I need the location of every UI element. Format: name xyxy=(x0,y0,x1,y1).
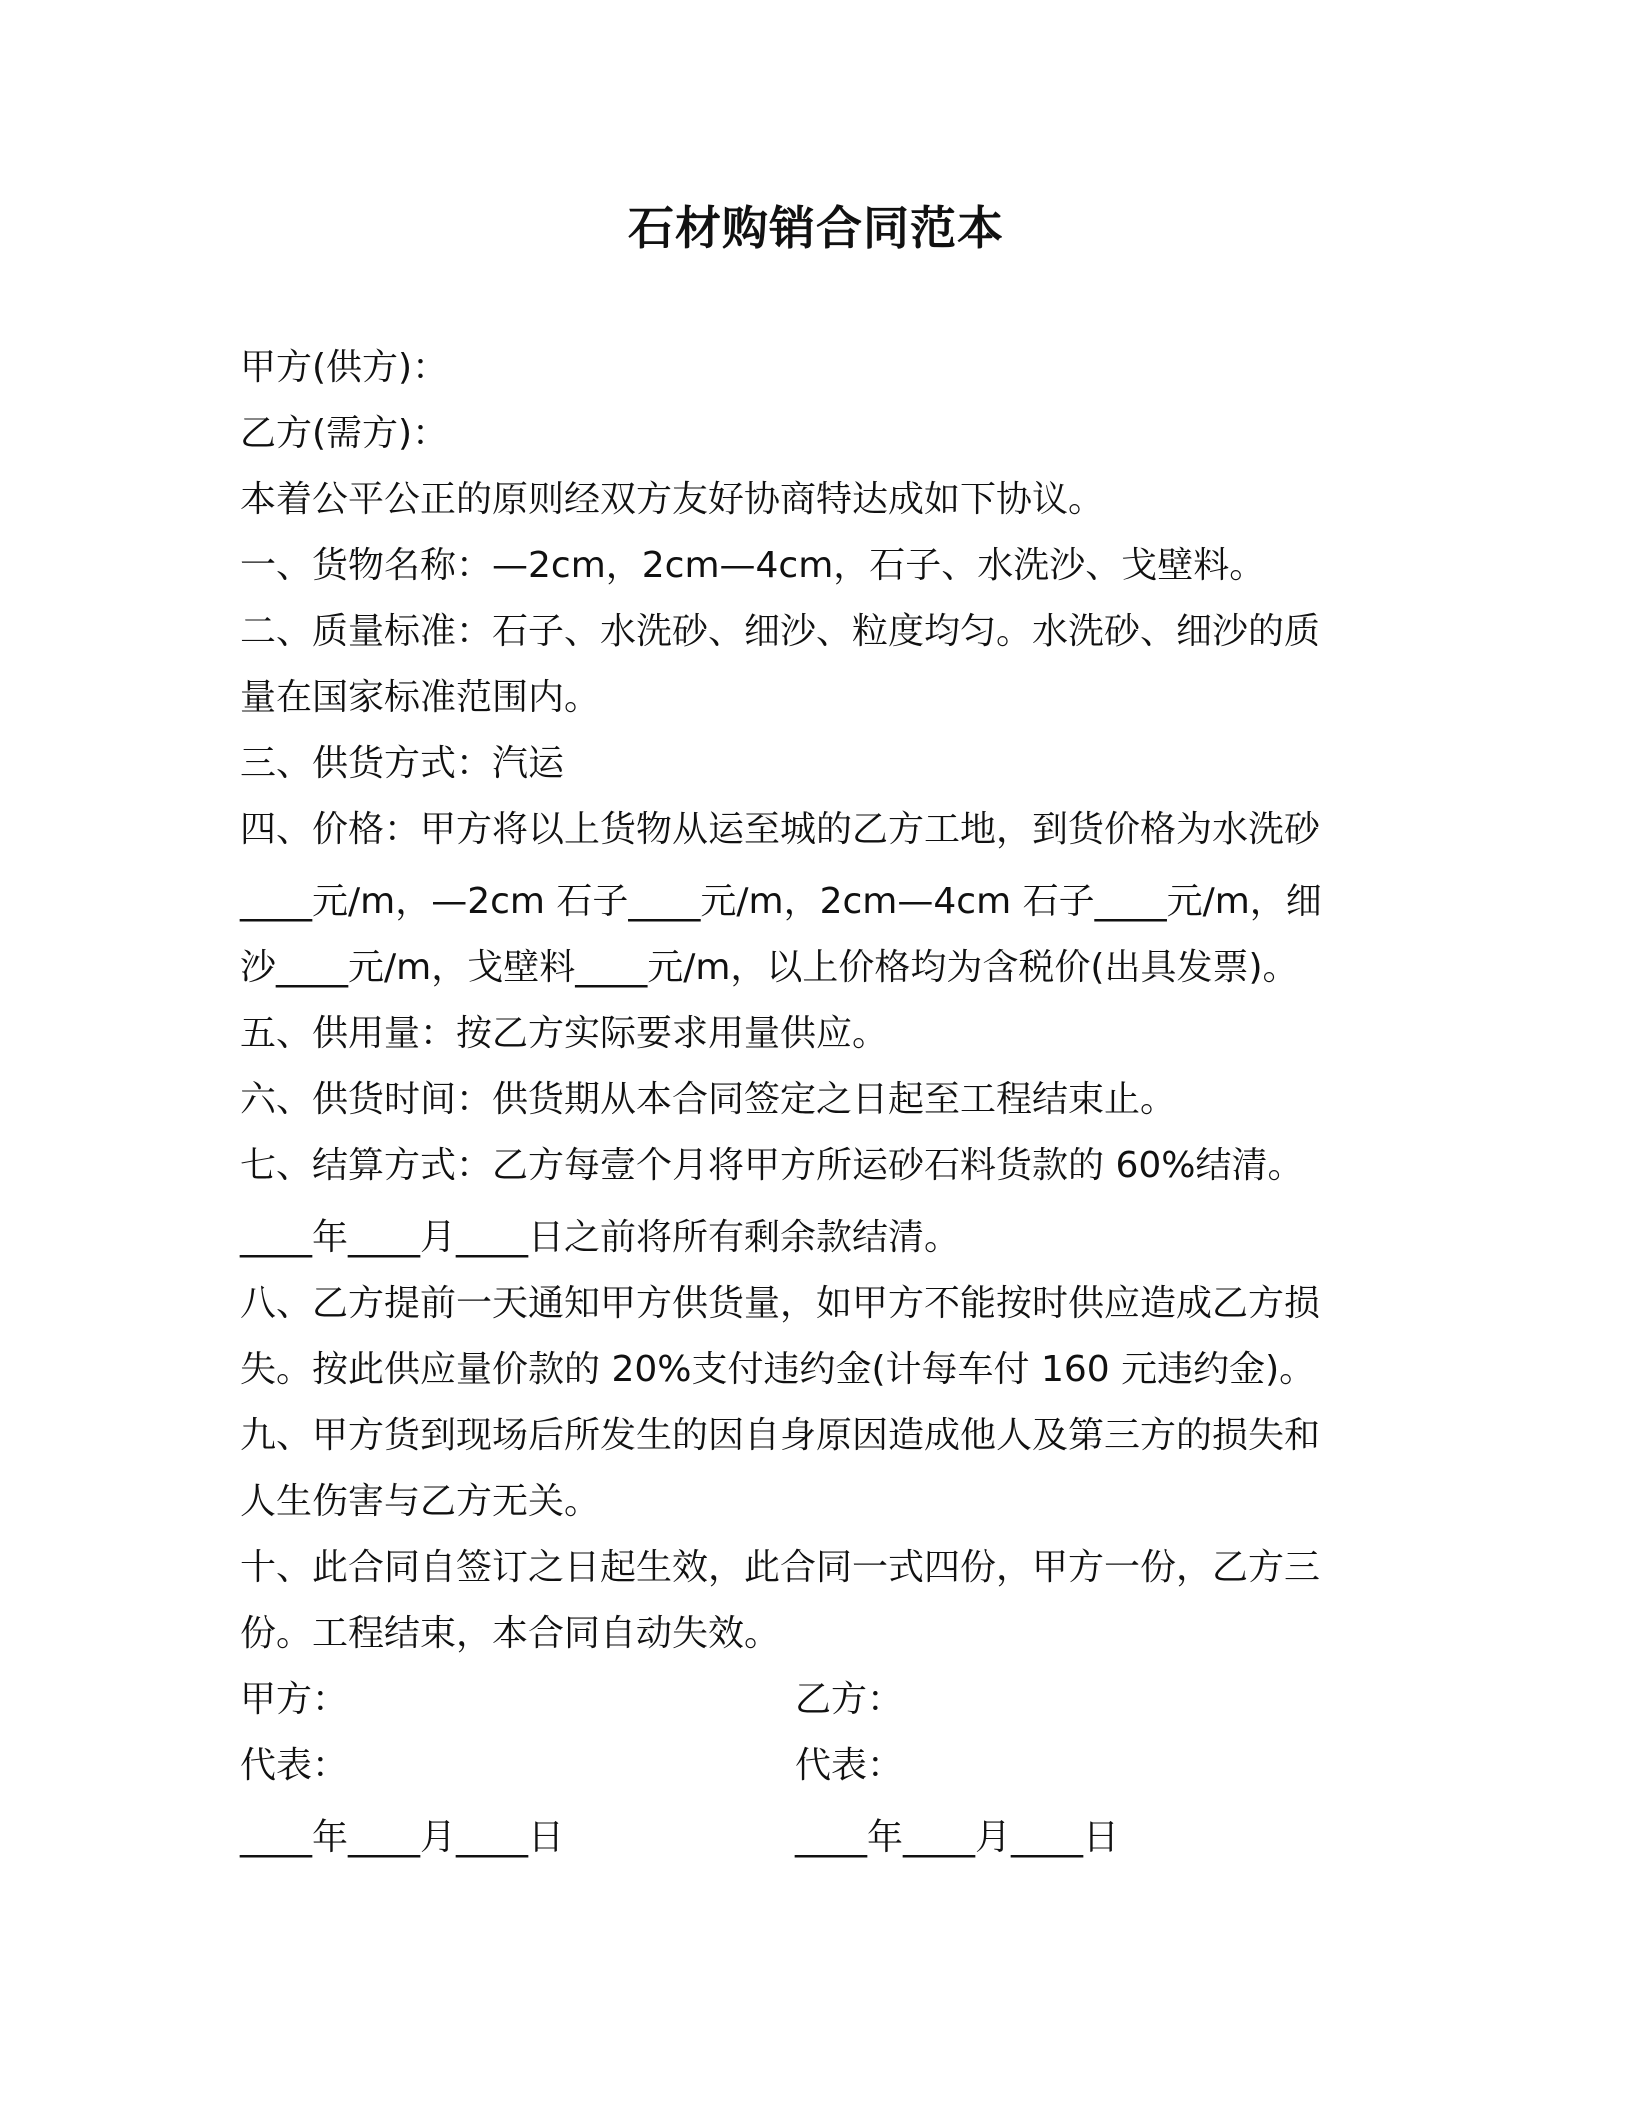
clause-7-settlement: 七、结算方式：乙方每壹个月将甲方所运砂石料货款的 60%结清。 xyxy=(240,1145,1304,1186)
preamble: 本着公平公正的原则经双方友好协商特达成如下协议。 xyxy=(240,479,1105,520)
party-b-line: 乙方(需方)： xyxy=(240,413,449,454)
clause-9-liability-cont: 人生伤害与乙方无关。 xyxy=(240,1481,601,1522)
clause-1-goods: 一、货物名称：—2cm，2cm—4cm，石子、水洗沙、戈壁料。 xyxy=(240,545,1266,586)
clause-5-quantity: 五、供用量：按乙方实际要求用量供应。 xyxy=(240,1013,889,1054)
signature-rep-a: 代表： xyxy=(240,1745,349,1786)
clause-4-price-cont-2: 沙____元/m，戈壁料____元/m，以上价格均为含税价(出具发票)。 xyxy=(240,947,1299,988)
signature-date-b: ____年____月____日 xyxy=(795,1817,1120,1858)
clause-8-notice: 八、乙方提前一天通知甲方供货量，如甲方不能按时供应造成乙方损 xyxy=(240,1283,1321,1324)
clause-8-notice-cont: 失。按此供应量价款的 20%支付违约金(计每车付 160 元违约金)。 xyxy=(240,1349,1316,1390)
signature-party-a: 甲方： xyxy=(240,1679,349,1720)
clause-2-quality-cont: 量在国家标准范围内。 xyxy=(240,677,601,718)
signature-party-b: 乙方： xyxy=(795,1679,904,1720)
signature-date-a: ____年____月____日 xyxy=(240,1817,565,1858)
clause-9-liability: 九、甲方货到现场后所发生的因自身原因造成他人及第三方的损失和 xyxy=(240,1415,1321,1456)
clause-10-effect: 十、此合同自签订之日起生效，此合同一式四份，甲方一份，乙方三 xyxy=(240,1547,1321,1588)
document-title: 石材购销合同范本 xyxy=(628,201,1004,255)
clause-3-delivery: 三、供货方式：汽运 xyxy=(240,743,565,784)
clause-4-price: 四、价格：甲方将以上货物从运至城的乙方工地，到货价格为水洗砂 xyxy=(240,809,1321,850)
clause-4-price-cont-1: ____元/m，—2cm 石子____元/m，2cm—4cm 石子____元/m，细 xyxy=(240,881,1322,922)
clause-2-quality: 二、质量标准：石子、水洗砂、细沙、粒度均匀。水洗砂、细沙的质 xyxy=(240,611,1321,652)
clause-7-settlement-cont: ____年____月____日之前将所有剩余款结清。 xyxy=(240,1217,961,1258)
signature-rep-b: 代表： xyxy=(795,1745,904,1786)
party-a-line: 甲方(供方)： xyxy=(240,347,449,388)
clause-6-time: 六、供货时间：供货期从本合同签定之日起至工程结束止。 xyxy=(240,1079,1177,1120)
clause-10-effect-cont: 份。工程结束，本合同自动失效。 xyxy=(240,1613,781,1654)
